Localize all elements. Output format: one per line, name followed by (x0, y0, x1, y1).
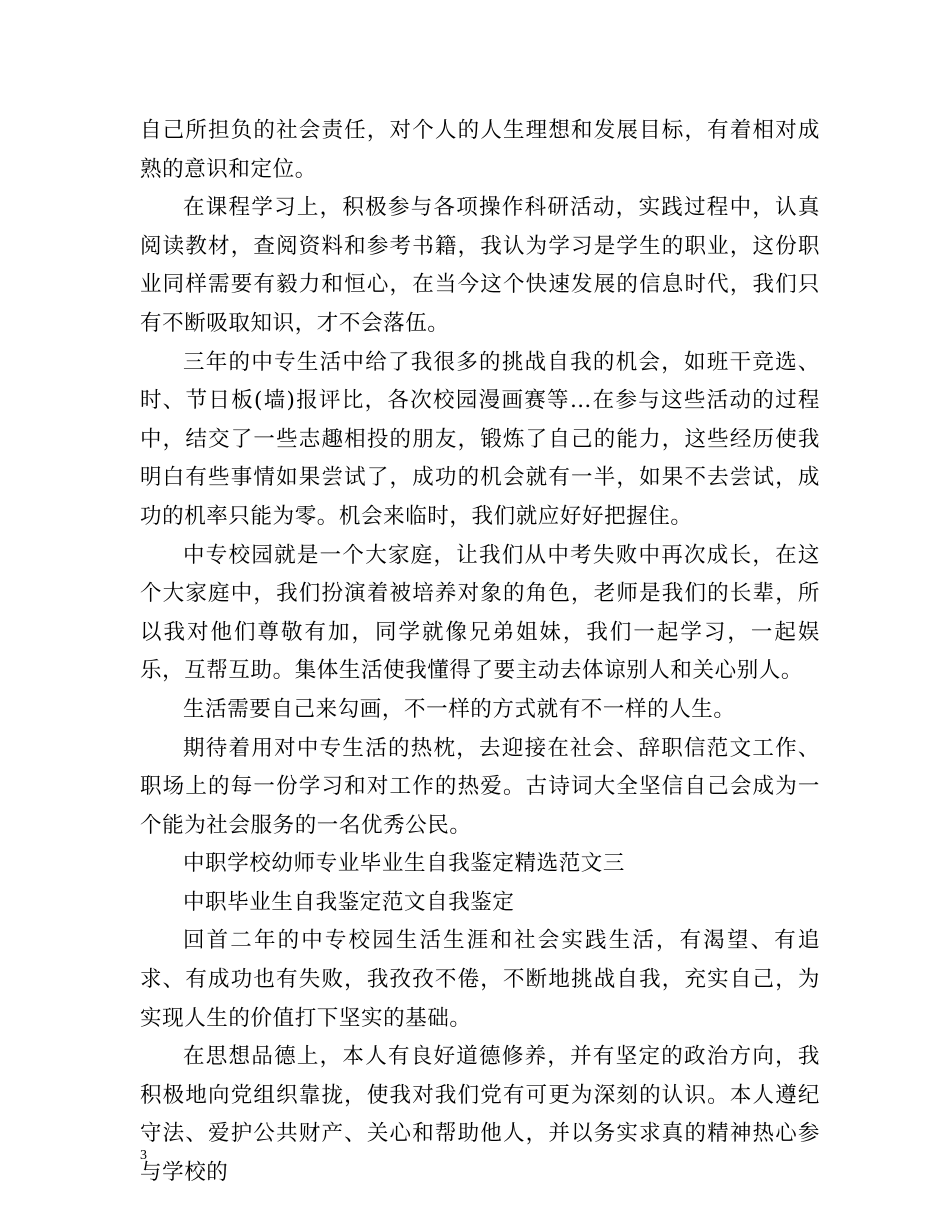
paragraph: 自己所担负的社会责任，对个人的人生理想和发展目标，有着相对成熟的意识和定位。 (140, 118, 820, 182)
section-heading: 中职学校幼师专业毕业生自我鉴定精选范文三 (183, 851, 626, 877)
paragraph: 三年的中专生活中给了我很多的挑战自我的机会，如班干竞选、时、节日板(墙)报评比，各次校园漫画赛等…在参与这些活动的过程中，结交了一些志趣相投的朋友，锻炼了自己的能力，这些经历使我明白有些事情如果尝试了，成功的机会就有一半，如果不去尝试，成功的机率只能为零。机会来临时，我们就应好好把握住。 (140, 349, 820, 529)
paragraph: 在思想品德上，本人有良好道德修养，并有坚定的政治方向，我积极地向党组织靠拢，使我对我们党有可更为深刻的认识。本人遵纪守法、爱护公共财产、关心和帮助他人，并以务实求真的精神热心参与学校的 (140, 1044, 820, 1186)
document-body (140, 112, 820, 1193)
section-subheading: 中职毕业生自我鉴定范文自我鉴定 (183, 889, 515, 915)
page-number: 3 (140, 1148, 147, 1163)
paragraph: 回首二年的中专校园生活生涯和社会实践生活，有渴望、有追求、有成功也有失败，我孜孜不倦，不断地挑战自我，充实自己，为实现人生的价值打下坚实的基础。 (140, 928, 820, 1031)
paragraph: 生活需要自己来勾画，不一样的方式就有不一样的人生。 (183, 696, 736, 722)
paragraph: 中专校园就是一个大家庭，让我们从中考失败中再次成长，在这个大家庭中，我们扮演着被培养对象的角色，老师是我们的长辈，所以我对他们尊敬有加，同学就像兄弟姐妹，我们一起学习，一起娱乐，互帮互助。集体生活使我懂得了要主动去体谅别人和关心别人。 (140, 542, 820, 684)
paragraph: 期待着用对中专生活的热枕，去迎接在社会、辞职信范文工作、职场上的每一份学习和对工作的热爱。古诗词大全坚信自己会成为一个能为社会服务的一名优秀公民。 (140, 735, 820, 838)
paragraph: 在课程学习上，积极参与各项操作科研活动，实践过程中，认真阅读教材，查阅资料和参考书籍，我认为学习是学生的职业，这份职业同样需要有毅力和恒心，在当今这个快速发展的信息时代，我们只有不断吸取知识，才不会落伍。 (140, 195, 820, 336)
